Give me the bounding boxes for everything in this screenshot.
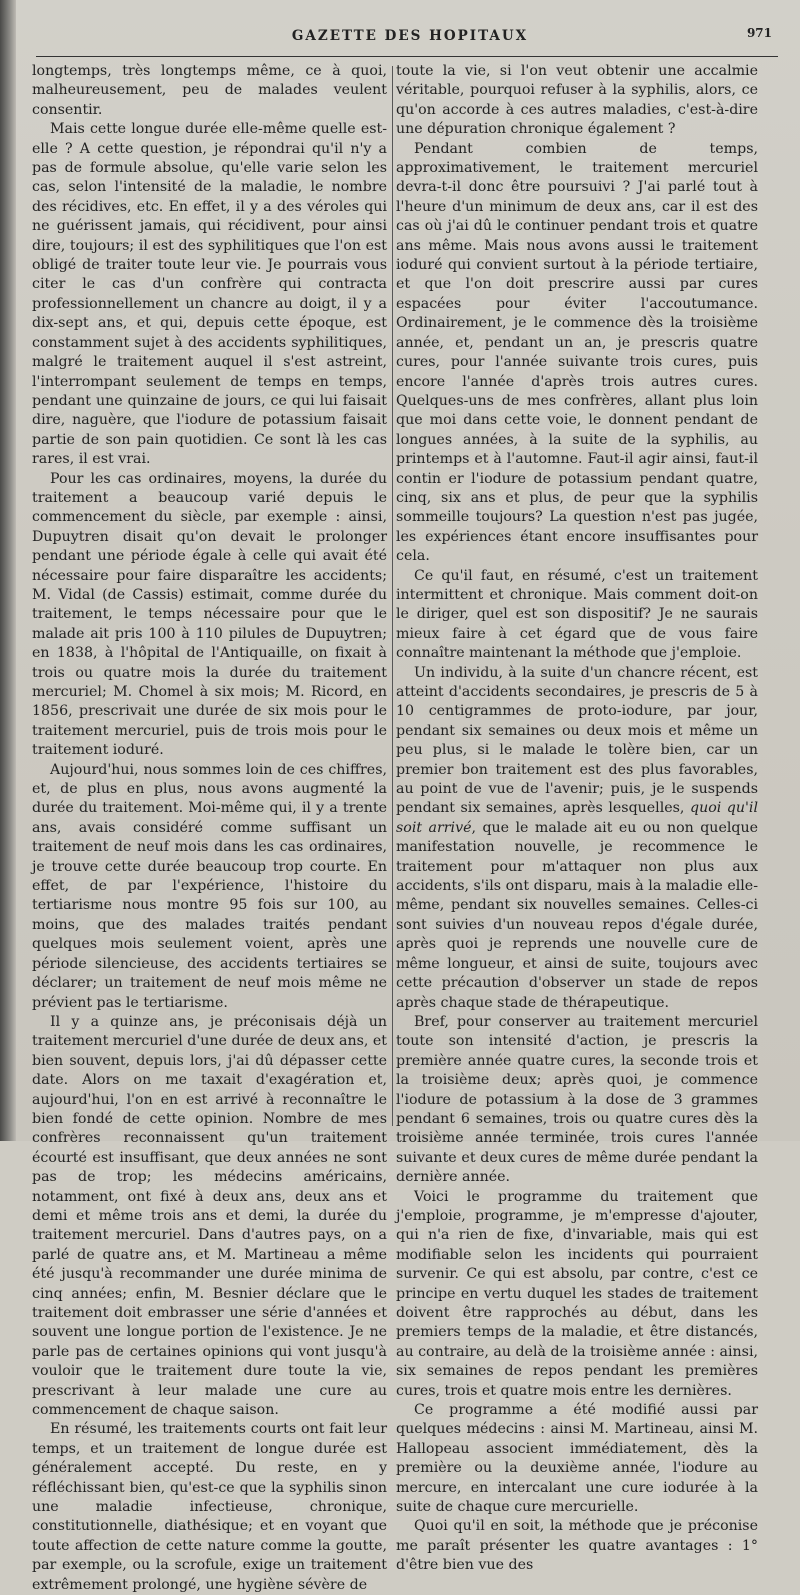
page-binding-shadow bbox=[0, 0, 16, 1141]
left-column bbox=[32, 62, 387, 1595]
paragraph-text: , que le malade ait eu ou non quelque manifestation nouvelle, je recommence le traitement pour m'attaquer non plus aux accidents, s'ils ont disparu, mais à la maladie elle-même, pendant six nouvelles semaines. Celles-ci sont suivies d'un nouveau repos d'égale durée, après quoi je reprends une nouvelle cure de même longueur, et ainsi de suite, toujours avec cette précaution d'observer un stade de repos après chaque stade de thérapeutique. bbox=[396, 819, 758, 1011]
paragraph: Quoi qu'il en soit, la méthode que je préconise me paraît présenter les quatre avantages : 1° d'être bien vue des bbox=[396, 1518, 758, 1574]
paragraph: Mais cette longue durée elle-même quelle est-elle ? A cette question, je répondrai qu'il n'y a pas de formule absolue, qu'elle varie selon les cas, selon l'intensité de la maladie, le nombre des récidives, etc. En effet, il y a des véroles qui ne guérissent jamais, qui récidivent, pour ainsi dire, toujours; il est des syphilitiques que l'on est obligé de traiter toute leur vie. Je pourrais vous citer le cas d'un confrère qui contracta professionnellement un chancre au doigt, il y a dix-sept ans, et qui, depuis cette époque, est constamment sujet à des accidents syphilitiques, malgré le traitement auquel il s'est astreint, l'interrompant seulement de temps en temps, pendant une quinzaine de jours, ce qui lui faisait dire, naguère, que l'iodure de potassium faisait partie de son pain quotidien. Ce sont là les cas rares, il est vrai. bbox=[32, 121, 387, 468]
paragraph-text: Un individu, à la suite d'un chancre récent, est atteint d'accidents secondaires, je prescris de 5 à 10 centigrammes de proto-iodure, par jour, pendant six semaines ou deux mois et même un peu plus, si le malade le tolère bien, car un premier bon traitement est des plus favorables, au point de vue de l'avenir; puis, je le suspends pendant six semaines, après lesquelles, bbox=[396, 664, 758, 817]
paragraph: Ce qu'il faut, en résumé, c'est un traitement intermittent et chronique. Mais comment doit-on le diriger, quel est son dispositif? Je ne saurais mieux faire à cet égard que de vous faire connaître maintenant la méthode que j'emploie. bbox=[396, 567, 758, 662]
paragraph: toute la vie, si l'on veut obtenir une accalmie véritable, pourquoi refuser à la syphilis, alors, ce qu'on accorde à ces autres maladies, c'est-à-dire une dépuration chronique également ? bbox=[396, 63, 758, 138]
emphasis-text: quoi qu'il soit arrivé bbox=[396, 800, 759, 836]
column-divider bbox=[392, 66, 393, 1126]
paragraph: Pendant combien de temps, approximativement, le traitement mercuriel devra-t-il donc être poursuivi ? J'ai parlé tout à l'heure d'un minimum de deux ans, car il est des cas où j'ai dû le continuer pendant trois et quatre ans même. Mais nous avons aussi le traitement ioduré qui convient surtout à la période tertiaire, et que l'on doit prescrire aussi par cures espacées pour éviter l'accoutumance. Ordinairement, je le commence dès la troisième année, et, pendant un an, je prescris quatre cures, pour l'année suivante trois cures, puis encore l'année d'après trois autres cures. Quelques-uns de mes confrères, allant plus loin que moi dans cette voie, le donnent pendant de longues années, à la suite de la syphilis, au printemps et à l'automne. Faut-il agir ainsi, faut-il contin er l'iodure de potassium pendant quatre, cinq, six ans et plus, de peur que la syphilis sommeille toujours? La question n'est pas jugée, les expériences étant encore insuffisantes pour cela. bbox=[396, 140, 758, 565]
page-header bbox=[40, 26, 780, 50]
paragraph: Aujourd'hui, nous sommes loin de ces chiffres, et, de plus en plus, nous avons augmenté la durée du traitement. Moi-même qui, il y a trente ans, avais considéré comme suffisant un traitement de neuf mois dans les cas ordinaires, je trouve cette durée beaucoup trop courte. En effet, de par l'expérience, l'histoire du tertiarisme nous montre 95 fois sur 100, au moins, que des malades traités pendant quelques mois seulement voient, après une période silencieuse, des accidents tertiaires se déclarer; un traitement de neuf mois même ne prévient pas le tertiarisme. bbox=[32, 761, 387, 1011]
page-title: GAZETTE DES HOPITAUX bbox=[291, 28, 529, 44]
paragraph: Bref, pour conserver au traitement mercuriel toute son intensité d'action, je prescris la première année quatre cures, la seconde trois et la troisième deux; après quoi, je commence l'iodure de potassium à la dose de 3 grammes pendant 6 semaines, trois ou quatre cures dès la troisième année terminée, trois cures l'année suivante et deux cures de même durée pendant la dernière année. bbox=[396, 1013, 758, 1186]
paragraph bbox=[396, 664, 758, 1013]
page-number: 971 bbox=[746, 26, 772, 40]
paragraph: Ce programme a été modifié aussi par quelques médecins : ainsi M. Martineau, ainsi M. Hallopeau associent immédiatement, dès la première ou la deuxième année, l'iodure au mercure, en intercalant une cure iodurée à la suite de chaque cure mercurielle. bbox=[396, 1402, 758, 1516]
paragraph: Il y a quinze ans, je préconisais déjà un traitement mercuriel d'une durée de deux ans, et bien souvent, depuis lors, j'ai dû dépasser cette date. Alors on me taxait d'exagération et, aujourd'hui, l'on en est arrivé à reconnaître le bien fondé de cette opinion. Nombre de mes confrères reconnaissent qu'un traitement écourté est insuffisant, que deux années ne sont pas de trop; les médecins américains, notamment, ont fixé à deux ans, deux ans et demi et même trois ans et demi, la durée du traitement mercuriel. Dans d'autres pays, on a parlé de quatre ans, et M. Martineau a même été jusqu'à recommander une durée minima de cinq années; enfin, M. Besnier déclare que le traitement doit embrasser une série d'années et souvent une longue portion de l'existence. Je ne parle pas de certaines opinions qui vont jusqu'à vouloir que le traitement dure toute la vie, prescrivant à leur malade une cure au commencement de chaque saison. bbox=[32, 1013, 387, 1419]
paragraph: Pour les cas ordinaires, moyens, la durée du traitement a beaucoup varié depuis le commencement du siècle, par exemple : ainsi, Dupuytren disait qu'on devait le prolonger pendant une période égale à celle qui avait été nécessaire pour faire disparaître les accidents; M. Vidal (de Cassis) estimait, comme durée du traitement, le temps nécessaire pour que le malade ait pris 100 à 110 pilules de Dupuytren; en 1838, à l'hôpital de l'Antiquaille, on fixait à trois ou quatre mois la durée du traitement mercuriel; M. Chomel à six mois; M. Ricord, en 1856, prescrivait une durée de six mois pour le traitement mercuriel, puis de trois mois pour le traitement ioduré. bbox=[32, 470, 387, 759]
right-column bbox=[396, 62, 758, 1576]
header-rule bbox=[36, 56, 778, 57]
paragraph: En résumé, les traitements courts ont fait leur temps, et un traitement de longue durée est généralement accepté. Du reste, en y réfléchissant bien, qu'est-ce que la syphilis sinon une maladie infectieuse, chronique, constitutionnelle, diathésique; et en voyant que toute affection de cette nature comme la goutte, par exemple, ou la scrofule, exige un traitement extrêmement prolongé, une hygiène sévère de bbox=[32, 1421, 387, 1593]
paragraph: longtemps, très longtemps même, ce à quoi, malheureusement, peu de malades veulent consentir. bbox=[32, 63, 387, 118]
paragraph: Voici le programme du traitement que j'emploie, programme, je m'empresse d'ajouter, qui n'a rien de fixe, d'invariable, mais qui est modifiable selon les incidents qui pourraient survenir. Ce qui est absolu, par contre, c'est ce principe en vertu duquel les stades de traitement doivent être rapprochés au début, dans les premiers temps de la maladie, et être distancés, au contraire, au delà de la troisième année : ainsi, six semaines de repos pendant les premières cures, trois et quatre mois entre les dernières. bbox=[396, 1188, 758, 1399]
